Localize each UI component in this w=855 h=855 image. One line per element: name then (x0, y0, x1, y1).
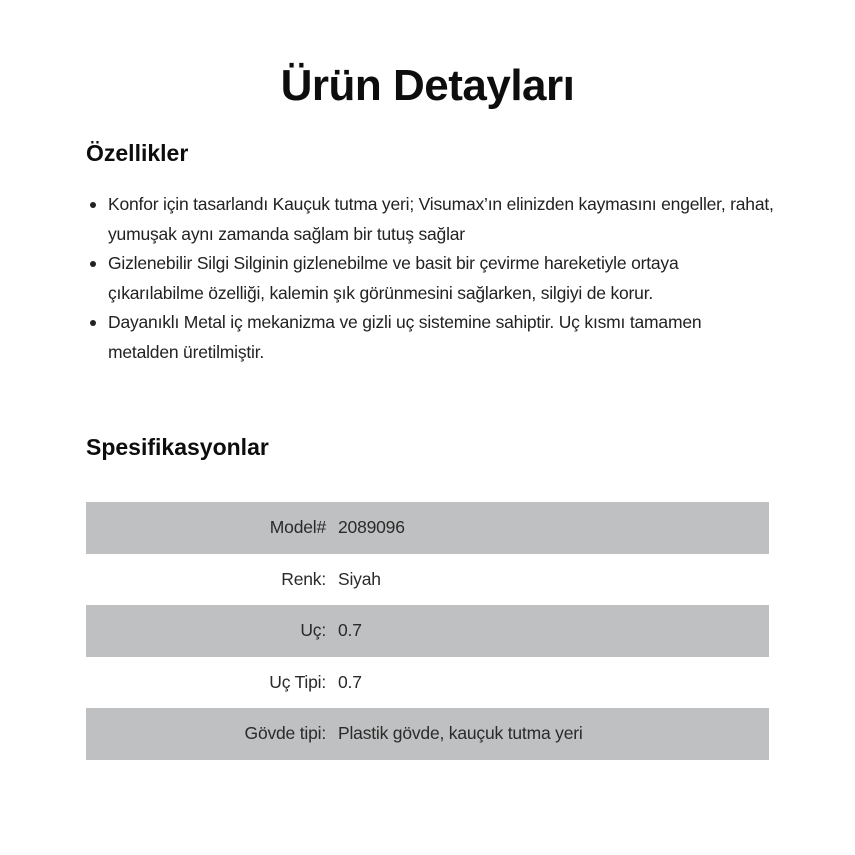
bullet-icon (90, 202, 96, 208)
spec-value: 2089096 (338, 517, 405, 538)
feature-text: Gizlenebilir Silgi Silginin gizlenebilme ve basit bir çevirme hareketiyle ortaya çıkarılabilme özelliği, kalemin şık görünmesini sağlarken, silgiyi de korur. (108, 253, 679, 303)
spec-label: Gövde tipi: (244, 723, 326, 744)
feature-text: Konfor için tasarlandı Kauçuk tutma yeri; Visumax’ın elinizden kaymasını engeller, rahat, yumuşak aynı zamanda sağlam bir tutuş sağlar (108, 194, 774, 244)
spec-row-tip-type (86, 657, 769, 709)
spec-row-tip (86, 605, 769, 657)
page-title: Ürün Detayları (280, 61, 575, 110)
features-list (86, 190, 776, 367)
spec-label: Renk: (281, 568, 326, 589)
features-heading: Özellikler (86, 140, 189, 166)
spec-row-body-type (86, 708, 769, 760)
bullet-icon (90, 261, 96, 267)
bullet-icon (90, 320, 96, 326)
spec-label: Model# (269, 517, 326, 538)
specifications-heading: Spesifikasyonlar (86, 434, 269, 460)
spec-label: Uç: (300, 620, 326, 641)
spec-row-color (86, 554, 769, 606)
feature-item-eraser (86, 249, 776, 308)
spec-value: 0.7 (338, 620, 362, 641)
specifications-table (86, 502, 769, 760)
spec-value: 0.7 (338, 671, 362, 692)
spec-value: Siyah (338, 568, 381, 589)
spec-value: Plastik gövde, kauçuk tutma yeri (338, 723, 583, 744)
spec-row-model (86, 502, 769, 554)
feature-item-metal (86, 308, 776, 367)
feature-item-grip (86, 190, 776, 249)
spec-label: Uç Tipi: (269, 671, 326, 692)
feature-text: Dayanıklı Metal iç mekanizma ve gizli uç sistemine sahiptir. Uç kısmı tamamen metalden üretilmiştir. (108, 312, 702, 362)
